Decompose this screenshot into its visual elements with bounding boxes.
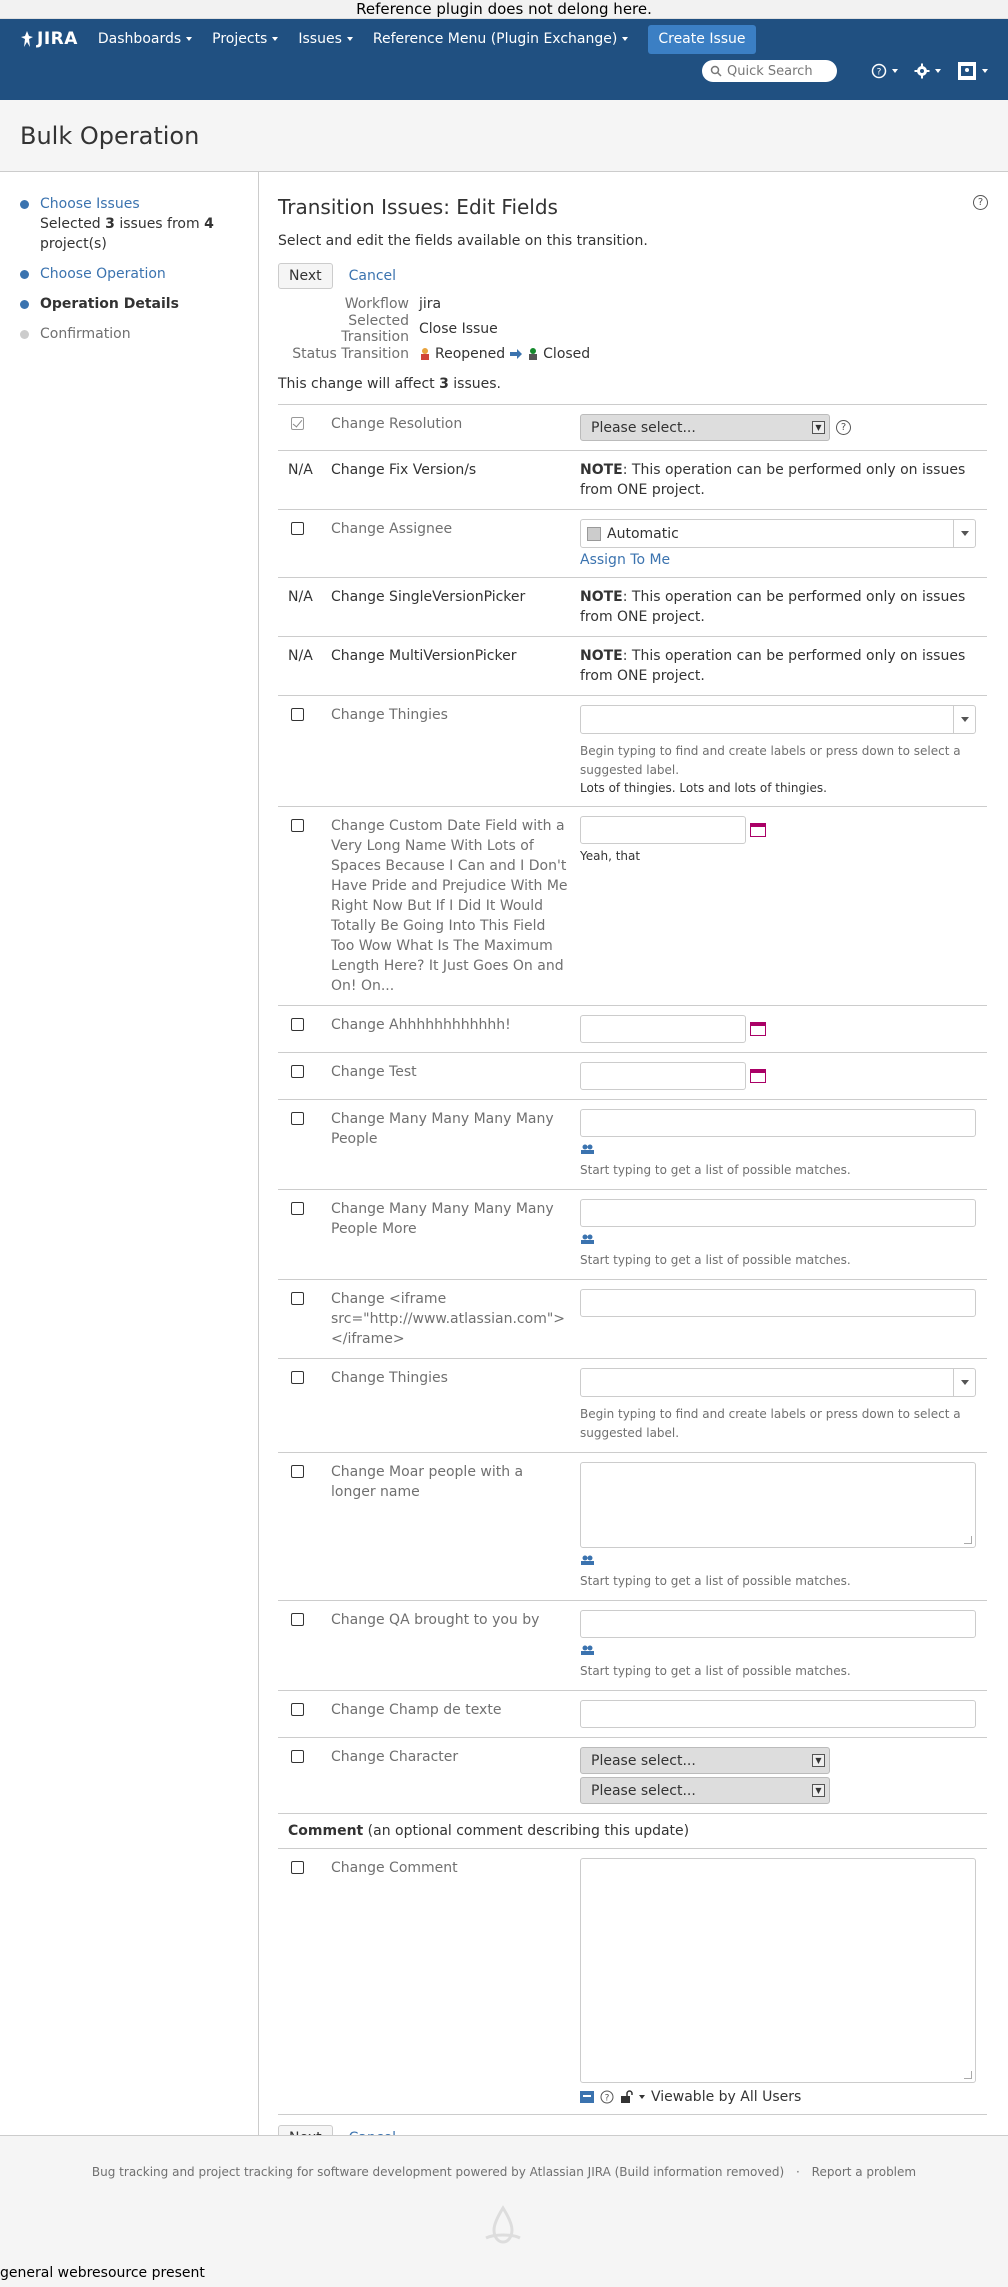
row-ahh	[278, 1006, 987, 1053]
champ-label: Change Champ de texte	[331, 1691, 580, 1738]
resolution-help-icon[interactable]: ?	[836, 420, 851, 435]
logo-text: JIRA	[37, 29, 78, 49]
footer-separator: ·	[796, 2165, 800, 2179]
chevron-down-icon[interactable]	[953, 706, 975, 733]
selected-pre: Selected	[40, 216, 106, 232]
resize-grip-icon[interactable]	[964, 2071, 972, 2079]
nav-dashboards[interactable]	[98, 31, 192, 47]
row-moar-people	[278, 1453, 987, 1601]
chevron-down-icon	[639, 2095, 645, 2099]
affect-post: issues.	[448, 376, 501, 392]
nav-issues[interactable]	[298, 31, 353, 47]
row-comment-heading	[278, 1814, 987, 1849]
selected-mid: issues from	[114, 216, 205, 232]
search-icon	[710, 65, 722, 77]
top-navbar	[0, 19, 1008, 100]
multi-version-label: Change MultiVersionPicker	[331, 637, 580, 696]
assignee-label: Change Assignee	[331, 510, 580, 578]
note-label: NOTE	[580, 589, 623, 605]
thingies2-labels-input[interactable]	[580, 1368, 976, 1397]
nav-dashboards-label: Dashboards	[97, 31, 182, 47]
test-label: Change Test	[331, 1053, 580, 1100]
gear-icon	[914, 63, 930, 79]
nav-projects-label: Projects	[212, 31, 268, 47]
ahh-checkbox[interactable]	[291, 1018, 304, 1031]
people-hint: Start typing to get a list of possible matches.	[580, 1574, 851, 1588]
iframe-checkbox[interactable]	[291, 1292, 304, 1305]
row-many-people-more	[278, 1190, 987, 1280]
intro-text: Select and edit the fields available on this transition.	[278, 233, 648, 249]
choose-operation-link[interactable]: Choose Operation	[40, 266, 166, 282]
thingies-checkbox[interactable]	[291, 708, 304, 721]
labels-hint: Begin typing to find and create labels or press down to select a suggested label.	[580, 744, 961, 777]
champ-checkbox[interactable]	[291, 1703, 304, 1716]
row-custom-date	[278, 807, 987, 1006]
comment-title: Comment	[288, 1823, 364, 1839]
calendar-icon[interactable]	[750, 1069, 766, 1083]
labels-hint: Begin typing to find and create labels or press down to select a suggested label.	[580, 1407, 961, 1440]
affect-pre: This change will affect	[278, 376, 440, 392]
champ-input[interactable]	[580, 1700, 976, 1728]
ahh-date-input[interactable]	[580, 1015, 746, 1043]
help-icon	[871, 63, 887, 79]
step-confirmation	[0, 324, 258, 344]
edit-fields-table	[278, 404, 987, 2114]
row-champ	[278, 1691, 987, 1738]
note-label: NOTE	[580, 462, 623, 478]
row-resolution	[278, 405, 987, 451]
character-select-2-value: Please select...	[591, 1782, 696, 1799]
transition-value: Close Issue	[419, 320, 498, 337]
fix-version-na: N/A	[278, 451, 331, 510]
thingies-labels-input[interactable]	[580, 705, 976, 734]
single-version-label: Change SingleVersionPicker	[331, 578, 580, 637]
character-select-1[interactable]	[580, 1747, 830, 1774]
step-choose-operation	[0, 264, 258, 284]
note-text: : This operation can be performed only on issues from ONE project.	[580, 462, 966, 498]
row-character	[278, 1738, 987, 1814]
nav-reference-label: Reference Menu (Plugin Exchange)	[372, 31, 618, 47]
chevron-down-icon	[892, 69, 898, 73]
chevron-down-icon	[982, 69, 988, 73]
svg-text:?: ?	[604, 2093, 610, 2104]
comment-textarea[interactable]	[580, 1858, 976, 2083]
project-count: 4	[204, 216, 214, 232]
quick-search-input[interactable]	[702, 60, 837, 82]
resolution-select-value: Please select...	[591, 419, 696, 436]
step-dot	[20, 200, 29, 209]
user-avatar-icon	[587, 527, 601, 541]
note-text: : This operation can be performed only on issues from ONE project.	[580, 589, 966, 625]
comment-description: (an optional comment describing this update)	[363, 1823, 690, 1839]
help-icon[interactable]	[600, 2090, 614, 2104]
row-qa	[278, 1601, 987, 1691]
operation-details-label: Operation Details	[40, 296, 179, 312]
iframe-label: Change <iframe src="http://www.atlassian.com"></iframe>	[331, 1280, 580, 1359]
character-select-2[interactable]	[580, 1777, 830, 1804]
report-problem-link[interactable]: Report a problem	[811, 2165, 917, 2179]
moar-people-textarea[interactable]	[580, 1462, 976, 1548]
chevron-down-icon	[272, 37, 278, 41]
selected-count: 3	[105, 216, 115, 232]
user-picker-icon[interactable]	[580, 1554, 595, 1566]
character-select-1-value: Please select...	[591, 1752, 696, 1769]
resolution-checkbox[interactable]	[291, 417, 304, 430]
transition-label: Selected Transition	[341, 312, 409, 345]
workflow-value: jira	[419, 295, 442, 312]
qa-checkbox[interactable]	[291, 1613, 304, 1626]
comment-checkbox[interactable]	[291, 1861, 304, 1874]
confirmation-label: Confirmation	[40, 326, 131, 342]
note-text: : This operation can be performed only on issues from ONE project.	[580, 648, 966, 684]
affect-text	[278, 376, 988, 392]
ahh-label: Change Ahhhhhhhhhhhh!	[331, 1006, 580, 1053]
select-arrow-icon: ▼	[812, 1784, 825, 1797]
row-many-people	[278, 1100, 987, 1190]
character-checkbox[interactable]	[291, 1750, 304, 1763]
user-picker-icon[interactable]	[580, 1233, 595, 1245]
step-dot	[20, 330, 29, 339]
assign-to-me-link[interactable]: Assign To Me	[580, 552, 671, 568]
main-content	[259, 172, 1008, 2171]
choose-issues-link[interactable]: Choose Issues	[40, 196, 140, 212]
page-title: Bulk Operation	[0, 100, 1008, 172]
nav-issues-label: Issues	[298, 31, 342, 47]
select-arrow-icon: ▼	[812, 421, 825, 434]
step-operation-details	[0, 294, 258, 314]
reopened-status-icon	[419, 347, 431, 361]
footer-text: Bug tracking and project tracking for software development powered by Atlassian JIRA (Build information removed)	[91, 2165, 785, 2179]
help-icon[interactable]: ?	[973, 195, 988, 210]
atlassian-logo-icon	[480, 2204, 526, 2250]
qa-input[interactable]	[580, 1610, 976, 1638]
many-people-input[interactable]	[580, 1109, 976, 1137]
many-people-more-label: Change Many Many Many Many People More	[331, 1190, 580, 1280]
chevron-down-icon[interactable]	[953, 1369, 975, 1396]
row-iframe	[278, 1280, 987, 1359]
cancel-link[interactable]: Cancel	[348, 268, 397, 284]
calendar-icon[interactable]	[750, 823, 766, 837]
step-dot	[20, 270, 29, 279]
assignee-value: Automatic	[607, 525, 679, 542]
row-assignee	[278, 510, 987, 578]
thingies2-checkbox[interactable]	[291, 1371, 304, 1384]
wiki-renderer-icon[interactable]	[580, 2091, 594, 2103]
many-people-more-checkbox[interactable]	[291, 1202, 304, 1215]
transition-meta	[278, 291, 988, 366]
thingies-description: Lots of thingies. Lots and lots of thingies.	[580, 781, 827, 795]
test-date-input[interactable]	[580, 1062, 746, 1090]
chevron-down-icon	[622, 37, 628, 41]
step-dot	[20, 300, 29, 309]
svg-text:?: ?	[876, 67, 882, 78]
row-thingies-2	[278, 1359, 987, 1453]
many-people-more-input[interactable]	[580, 1199, 976, 1227]
user-picker-icon[interactable]	[580, 1143, 595, 1155]
people-hint: Start typing to get a list of possible matches.	[580, 1253, 851, 1267]
user-picker-icon[interactable]	[580, 1644, 595, 1656]
resolution-label: Change Resolution	[331, 405, 580, 451]
people-hint: Start typing to get a list of possible matches.	[580, 1664, 851, 1678]
jira-logo[interactable]	[20, 29, 78, 49]
affect-count: 3	[439, 376, 449, 392]
chevron-down-icon	[186, 37, 192, 41]
multi-version-na: N/A	[278, 637, 331, 696]
thingies2-label: Change Thingies	[331, 1359, 580, 1453]
chevron-down-icon	[347, 37, 353, 41]
resolution-select[interactable]	[580, 414, 830, 441]
avatar-icon	[957, 61, 977, 81]
custom-date-label: Change Custom Date Field with a Very Long Name With Lots of Spaces Because I Can and I Don't Have Pride and Prejudice With Me Right Now But If I Did It Would Totally Be Going Into This Field Too Wow What Is The Maximum Length Here? It Just Goes On and On! On...	[331, 807, 580, 1006]
resize-grip-icon[interactable]	[964, 1536, 972, 1544]
webresource-text: general webresource present	[0, 2265, 205, 2281]
next-button[interactable]: Next	[278, 263, 333, 289]
security-level-menu[interactable]	[620, 2090, 645, 2104]
unlock-icon	[620, 2090, 634, 2104]
closed-status-icon	[527, 347, 539, 361]
step-choose-issues	[0, 194, 258, 254]
viewable-label: Viewable by All Users	[651, 2089, 802, 2105]
bulk-steps-sidebar	[0, 172, 259, 2171]
calendar-icon[interactable]	[750, 1022, 766, 1036]
admin-menu[interactable]	[914, 63, 941, 79]
user-menu[interactable]	[957, 61, 988, 81]
custom-date-description: Yeah, that	[580, 849, 641, 863]
arrow-right-icon	[509, 348, 523, 360]
comment-label: Change Comment	[331, 1849, 580, 2115]
row-comment	[278, 1849, 987, 2115]
qa-label: Change QA brought to you by	[331, 1601, 580, 1691]
moar-people-label: Change Moar people with a longer name	[331, 1453, 580, 1601]
fix-version-label: Change Fix Version/s	[331, 451, 580, 510]
nav-projects[interactable]	[212, 31, 278, 47]
people-hint: Start typing to get a list of possible matches.	[580, 1163, 851, 1177]
jira-logo-icon	[20, 30, 34, 48]
transition-title: Transition Issues: Edit Fields	[278, 195, 558, 219]
workflow-label: Workflow	[344, 295, 409, 312]
row-multi-version	[278, 637, 987, 696]
plugin-warning-banner: Reference plugin does not delong here.	[0, 0, 1008, 19]
nav-reference-menu[interactable]	[373, 31, 628, 47]
create-issue-button[interactable]: Create Issue	[648, 25, 755, 54]
single-version-na: N/A	[278, 578, 331, 637]
select-arrow-icon: ▼	[812, 1754, 825, 1767]
custom-date-input[interactable]	[580, 816, 746, 844]
search-placeholder: Quick Search	[727, 63, 813, 79]
selected-post: project(s)	[40, 236, 107, 252]
test-checkbox[interactable]	[291, 1065, 304, 1078]
help-menu[interactable]	[871, 63, 898, 79]
assignee-picker[interactable]	[580, 519, 976, 548]
chevron-down-icon[interactable]	[953, 520, 975, 547]
many-people-checkbox[interactable]	[291, 1112, 304, 1125]
row-test	[278, 1053, 987, 1100]
iframe-input[interactable]	[580, 1289, 976, 1317]
status-transition-label: Status Transition	[292, 345, 409, 362]
custom-date-checkbox[interactable]	[291, 819, 304, 832]
moar-people-checkbox[interactable]	[291, 1465, 304, 1478]
assignee-checkbox[interactable]	[291, 522, 304, 535]
row-single-version	[278, 578, 987, 637]
status-to: Closed	[543, 345, 591, 362]
many-people-label: Change Many Many Many Many People	[331, 1100, 580, 1190]
thingies-label: Change Thingies	[331, 696, 580, 807]
character-label: Change Character	[331, 1738, 580, 1814]
row-thingies	[278, 696, 987, 807]
chevron-down-icon	[935, 69, 941, 73]
note-label: NOTE	[580, 648, 623, 664]
row-fix-version	[278, 451, 987, 510]
status-from: Reopened	[435, 345, 506, 362]
